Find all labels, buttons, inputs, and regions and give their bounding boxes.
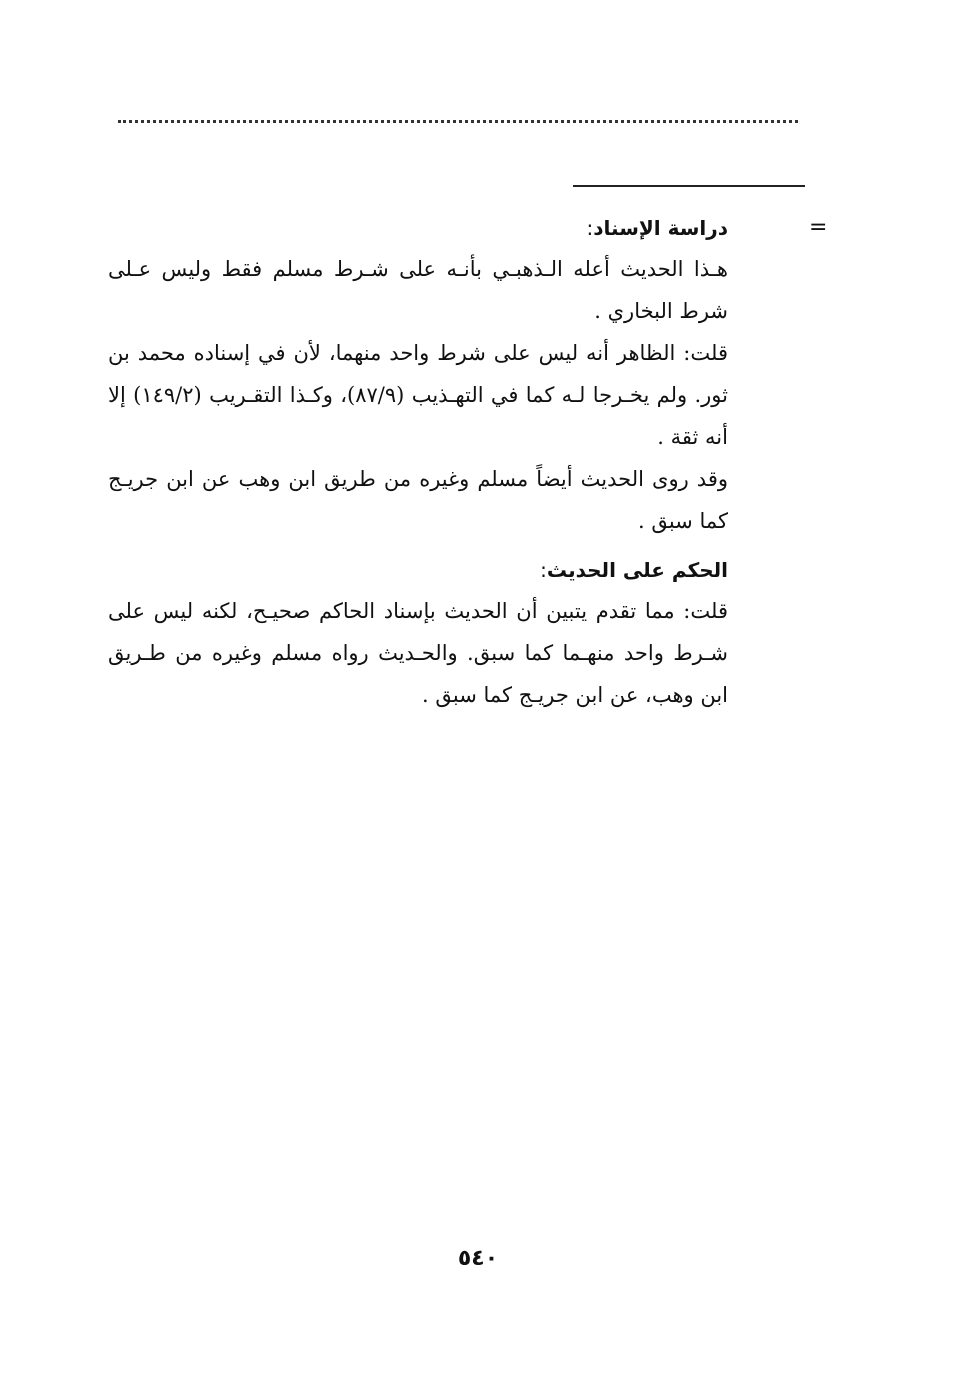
paragraph: قلت: الظاهر أنه ليس على شرط واحد منهما، لأن في إسناده محمد بن ثور. ولم يخـرجا لـه كما في التهـذيب (٨٧/٩)، وكـذا التقـريب (١٤٩/٢) إلا أنه ثقة . bbox=[108, 341, 728, 449]
paragraph: قلت: مما تقدم يتبين أن الحديث بإسناد الحاكم صحيـح، لكنه ليس على شـرط واحد منهـما كما سبق. والحـديث رواه مسلم وغيره من طـريق ابن وهب، عن ابن جريـج كما سبق . bbox=[108, 599, 728, 707]
main-text bbox=[108, 208, 728, 716]
paragraph: هـذا الحديث أعله الـذهبـي بأنـه على شـرط مسلم فقط وليس عـلى شرط البخاري . bbox=[108, 257, 728, 323]
section-isnad-study bbox=[108, 208, 728, 542]
continuation-mark: = bbox=[809, 215, 828, 240]
heading-colon: : bbox=[540, 558, 547, 582]
heading-colon: : bbox=[586, 216, 594, 240]
footnote-rule bbox=[573, 185, 805, 187]
paragraph: وقد روى الحديث أيضاً مسلم وغيره من طريق ابن وهب عن ابن جريـج كما سبق . bbox=[108, 467, 728, 533]
section-heading: دراسة الإسناد bbox=[593, 216, 728, 240]
section-hadith-ruling bbox=[108, 550, 728, 716]
dotted-separator bbox=[118, 120, 798, 123]
section-heading: الحكم على الحديث bbox=[546, 558, 728, 582]
page-number: ٥٤٠ bbox=[457, 1246, 499, 1271]
section-gap bbox=[108, 542, 728, 550]
